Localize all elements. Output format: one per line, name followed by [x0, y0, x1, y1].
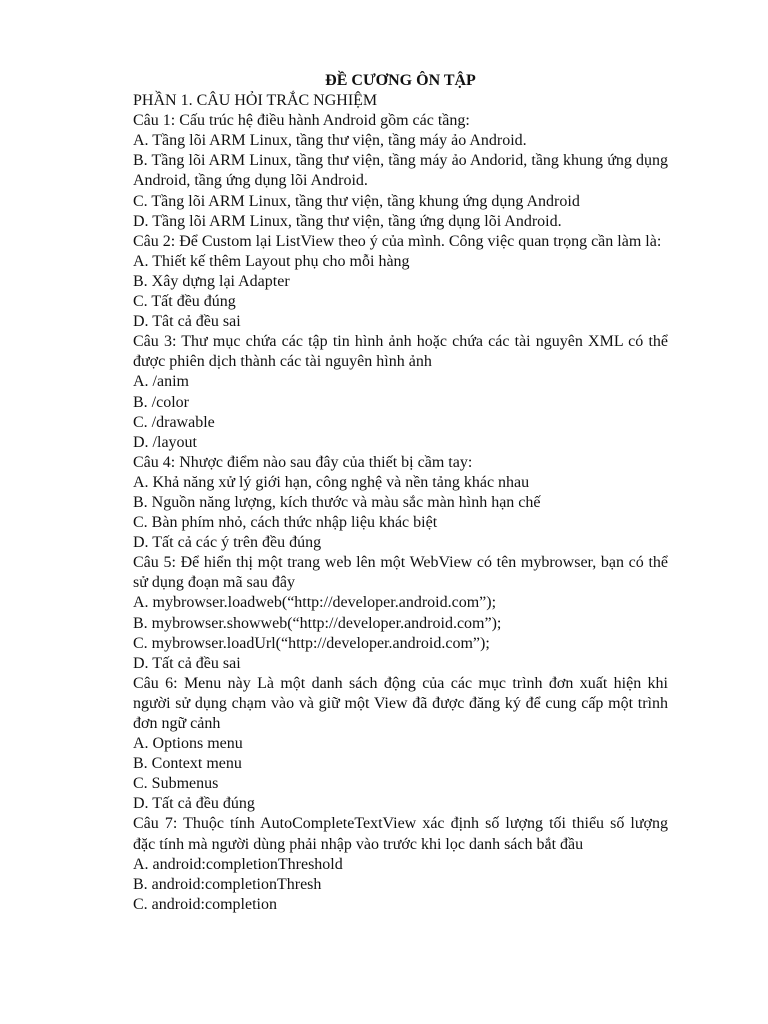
question-6-option-c: C. Submenus [133, 775, 219, 793]
question-5-option-b: B. mybrowser.showweb(“http://developer.android.com”); [133, 614, 502, 632]
question-7: Câu 7: Thuộc tính AutoCompleteTextView xác định số lượng tối thiểu số lượng đặc tính mà người dùng phải nhập vào trước khi lọc danh sách bắt đầu [133, 815, 668, 853]
question-1: Câu 1: Cấu trúc hệ điều hành Android gồm các tầng: [133, 112, 470, 130]
question-7-option-b: B. android:completionThresh [133, 875, 322, 893]
question-7-option-c: C. android:completion [133, 895, 277, 913]
question-3-option-d: D. /layout [133, 433, 197, 451]
question-6: Câu 6: Menu này Là một danh sách động của các mục trình đơn xuất hiện khi người sử dụng chạm vào và giữ một View đã được đăng ký để cung cấp một trình đơn ngữ cảnh [133, 674, 668, 732]
question-4-option-a: A. Khả năng xử lý giới hạn, công nghệ và nền tảng khác nhau [133, 473, 530, 491]
question-7-option-a: A. android:completionThreshold [133, 855, 343, 873]
question-2-option-d: D. Tât cả đều sai [133, 313, 241, 331]
document-page [133, 71, 668, 915]
question-4: Câu 4: Nhược điểm nào sau đây của thiết bị cầm tay: [133, 453, 473, 471]
question-4-option-d: D. Tất cả các ý trên đều đúng [133, 534, 322, 552]
question-4-option-c: C. Bàn phím nhỏ, cách thức nhập liệu khác biệt [133, 514, 438, 532]
question-2-option-b: B. Xây dựng lại Adapter [133, 272, 290, 290]
document-title: ĐỀ CƯƠNG ÔN TẬP [325, 72, 476, 89]
section-heading: PHẦN 1. CÂU HỎI TRẮC NGHIỆM [133, 92, 378, 110]
question-5-option-a: A. mybrowser.loadweb(“http://developer.android.com”); [133, 594, 497, 612]
question-2: Câu 2: Để Custom lại ListView theo ý của mình. Công việc quan trọng cần làm là: [133, 232, 662, 250]
question-3-option-c: C. /drawable [133, 413, 215, 431]
question-2-option-a: A. Thiết kế thêm Layout phụ cho mỗi hàng [133, 252, 410, 270]
question-5: Câu 5: Để hiển thị một trang web lên một WebView có tên mybrowser, bạn có thể sử dụng đoạn mã sau đây [133, 554, 668, 592]
question-6-option-b: B. Context menu [133, 755, 242, 773]
question-3-option-a: A. /anim [133, 373, 189, 391]
question-6-option-a: A. Options menu [133, 735, 243, 753]
question-4-option-b: B. Nguồn năng lượng, kích thước và màu sắc màn hình hạn chế [133, 493, 541, 511]
question-2-option-c: C. Tất đều đúng [133, 293, 236, 311]
question-6-option-d: D. Tất cả đều đúng [133, 795, 255, 813]
question-1-option-d: D. Tầng lõi ARM Linux, tầng thư viện, tầng ứng dụng lõi Android. [133, 212, 562, 230]
question-1-option-a: A. Tầng lõi ARM Linux, tầng thư viện, tầng máy ảo Android. [133, 132, 527, 150]
question-3: Câu 3: Thư mục chứa các tập tin hình ảnh hoặc chứa các tài nguyên XML có thể được phiên dịch thành các tài nguyên hình ảnh [133, 333, 668, 371]
question-3-option-b: B. /color [133, 393, 189, 411]
question-5-option-d: D. Tất cả đều sai [133, 654, 241, 672]
question-1-option-c: C. Tầng lõi ARM Linux, tầng thư viện, tầng khung ứng dụng Android [133, 192, 580, 210]
question-1-option-b: B. Tầng lõi ARM Linux, tầng thư viện, tầng máy ảo Andorid, tầng khung ứng dụng Android, tầng ứng dụng lõi Android. [133, 152, 668, 190]
question-5-option-c: C. mybrowser.loadUrl(“http://developer.android.com”); [133, 634, 490, 652]
